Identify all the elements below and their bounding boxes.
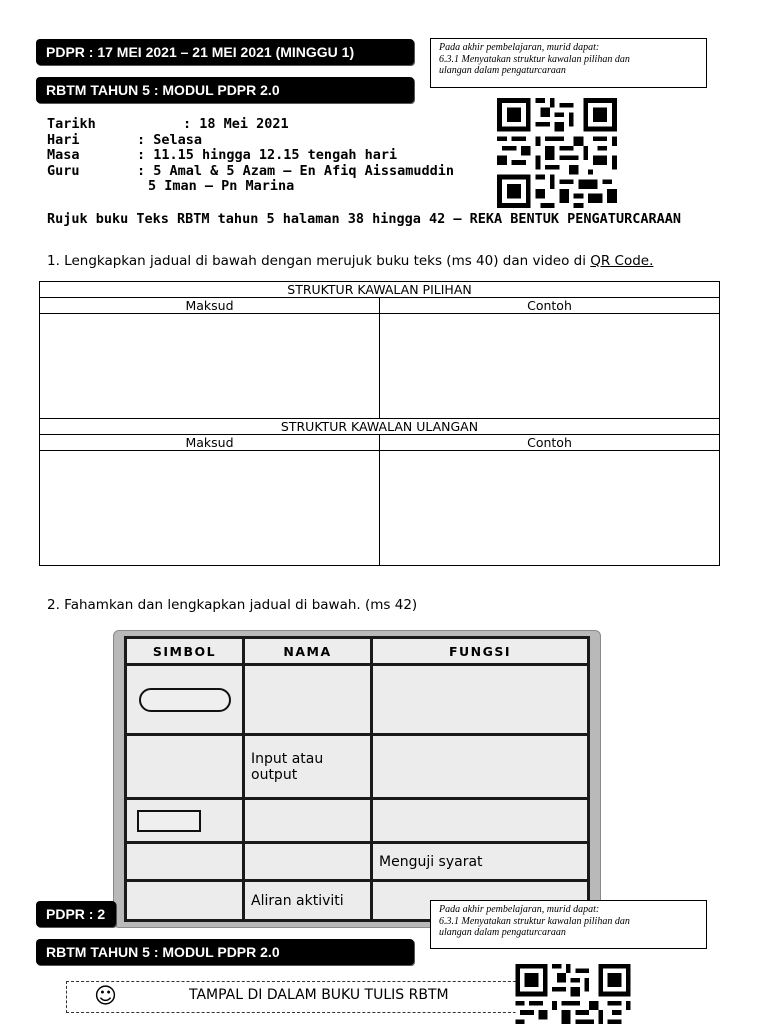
qr-code-icon[interactable]	[497, 98, 617, 208]
module-banner-next-text: RBTM TAHUN 5 : MODUL PDPR 2.0	[46, 944, 280, 960]
textbook-reference: Rujuk buku Teks RBTM tahun 5 halaman 38 hingga 42 – REKA BENTUK PENGATURCARAAN	[47, 211, 681, 227]
process-rectangle-icon	[137, 810, 201, 832]
flowchart-symbol-table-frame	[114, 631, 600, 927]
module-banner-next-page	[36, 939, 414, 965]
question-1-text: 1. Lengkapkan jadual di bawah dengan merujuk buku teks (ms 40) dan video di	[47, 253, 591, 269]
repetition-example-cell[interactable]	[380, 451, 720, 566]
week-banner	[36, 39, 414, 65]
guru-value: : 5 Amal & 5 Azam – En Afiq Aissamuddin	[137, 162, 454, 179]
terminal-oval-icon	[139, 688, 231, 712]
selection-structure-title: STRUKTUR KAWALAN PILIHAN	[40, 282, 720, 298]
repetition-structure-title: STRUKTUR KAWALAN ULANGAN	[40, 419, 720, 435]
maksud-header: Maksud	[40, 435, 380, 451]
process-function-cell[interactable]	[372, 799, 589, 843]
flowline-name-text: Aliran aktiviti	[251, 892, 344, 909]
objective-line: Pada akhir pembelajaran, murid dapat:	[439, 42, 600, 53]
hari-value: : Selasa	[137, 131, 203, 148]
decision-function-cell	[372, 843, 589, 881]
process-symbol-cell	[126, 799, 244, 843]
learning-objective-box-next-page	[430, 900, 707, 949]
objective-line: 6.3.1 Menyatakan struktur kawalan pilihan dan	[439, 915, 630, 927]
selection-meaning-cell[interactable]	[40, 314, 380, 419]
paste-instruction-box	[66, 981, 526, 1013]
flowline-symbol-cell[interactable]	[126, 881, 244, 921]
module-banner-text: RBTM TAHUN 5 : MODUL PDPR 2.0	[46, 82, 280, 98]
decision-function-text: Menguji syarat	[379, 853, 483, 870]
io-symbol-cell[interactable]	[126, 735, 244, 799]
smiley-icon: ☺	[94, 984, 117, 1009]
control-structure-table	[39, 281, 720, 566]
masa-value: : 11.15 hingga 12.15 tengah hari	[137, 147, 398, 163]
repetition-meaning-cell[interactable]	[40, 451, 380, 566]
fungsi-header: FUNGSI	[372, 638, 589, 665]
week-banner-next-page	[36, 901, 116, 927]
hari-label: Hari	[47, 131, 80, 148]
terminal-function-cell[interactable]	[372, 665, 589, 735]
week-banner-next-text: PDPR : 2	[46, 906, 106, 922]
decision-symbol-cell[interactable]	[126, 843, 244, 881]
decision-name-cell[interactable]	[244, 843, 372, 881]
terminal-name-cell[interactable]	[244, 665, 372, 735]
week-banner-text: PDPR : 17 MEI 2021 – 21 MEI 2021 (MINGGU 1)	[46, 44, 355, 60]
question-2: 2. Fahamkan dan lengkapkan jadual di bawah. (ms 42)	[47, 597, 418, 613]
tarikh-label: Tarikh	[47, 116, 96, 132]
maksud-header: Maksud	[40, 298, 380, 314]
tarikh-value: : 18 Mei 2021	[183, 116, 289, 132]
qr-code-icon-next-page[interactable]	[514, 964, 632, 1024]
simbol-header: SIMBOL	[126, 638, 244, 665]
nama-header: NAMA	[244, 638, 372, 665]
io-name-text: Input atau output	[251, 750, 324, 783]
question-1	[47, 253, 653, 269]
objective-line: ulangan dalam pengaturcaraan	[439, 927, 566, 938]
objective-line: Pada akhir pembelajaran, murid dapat:	[439, 904, 600, 915]
io-function-cell[interactable]	[372, 735, 589, 799]
process-name-cell[interactable]	[244, 799, 372, 843]
contoh-header: Contoh	[380, 435, 720, 451]
contoh-header: Contoh	[380, 298, 720, 314]
paste-instruction-text: TAMPAL DI DALAM BUKU TULIS RBTM	[189, 987, 449, 1003]
terminal-symbol-cell	[126, 665, 244, 735]
io-name-cell	[244, 735, 372, 799]
flowchart-symbol-table	[124, 636, 590, 922]
guru-value-second: 5 Iman – Pn Marina	[148, 178, 295, 194]
qr-code-link[interactable]: QR Code.	[590, 253, 654, 269]
objective-line: ulangan dalam pengaturcaraan	[439, 65, 566, 76]
selection-example-cell[interactable]	[380, 314, 720, 419]
flowline-name-cell	[244, 881, 372, 921]
guru-label: Guru	[47, 162, 80, 179]
learning-objective-box	[430, 38, 707, 88]
masa-label: Masa	[47, 147, 80, 163]
objective-line: 6.3.1 Menyatakan struktur kawalan pilihan dan	[439, 53, 630, 65]
module-banner	[36, 77, 414, 103]
